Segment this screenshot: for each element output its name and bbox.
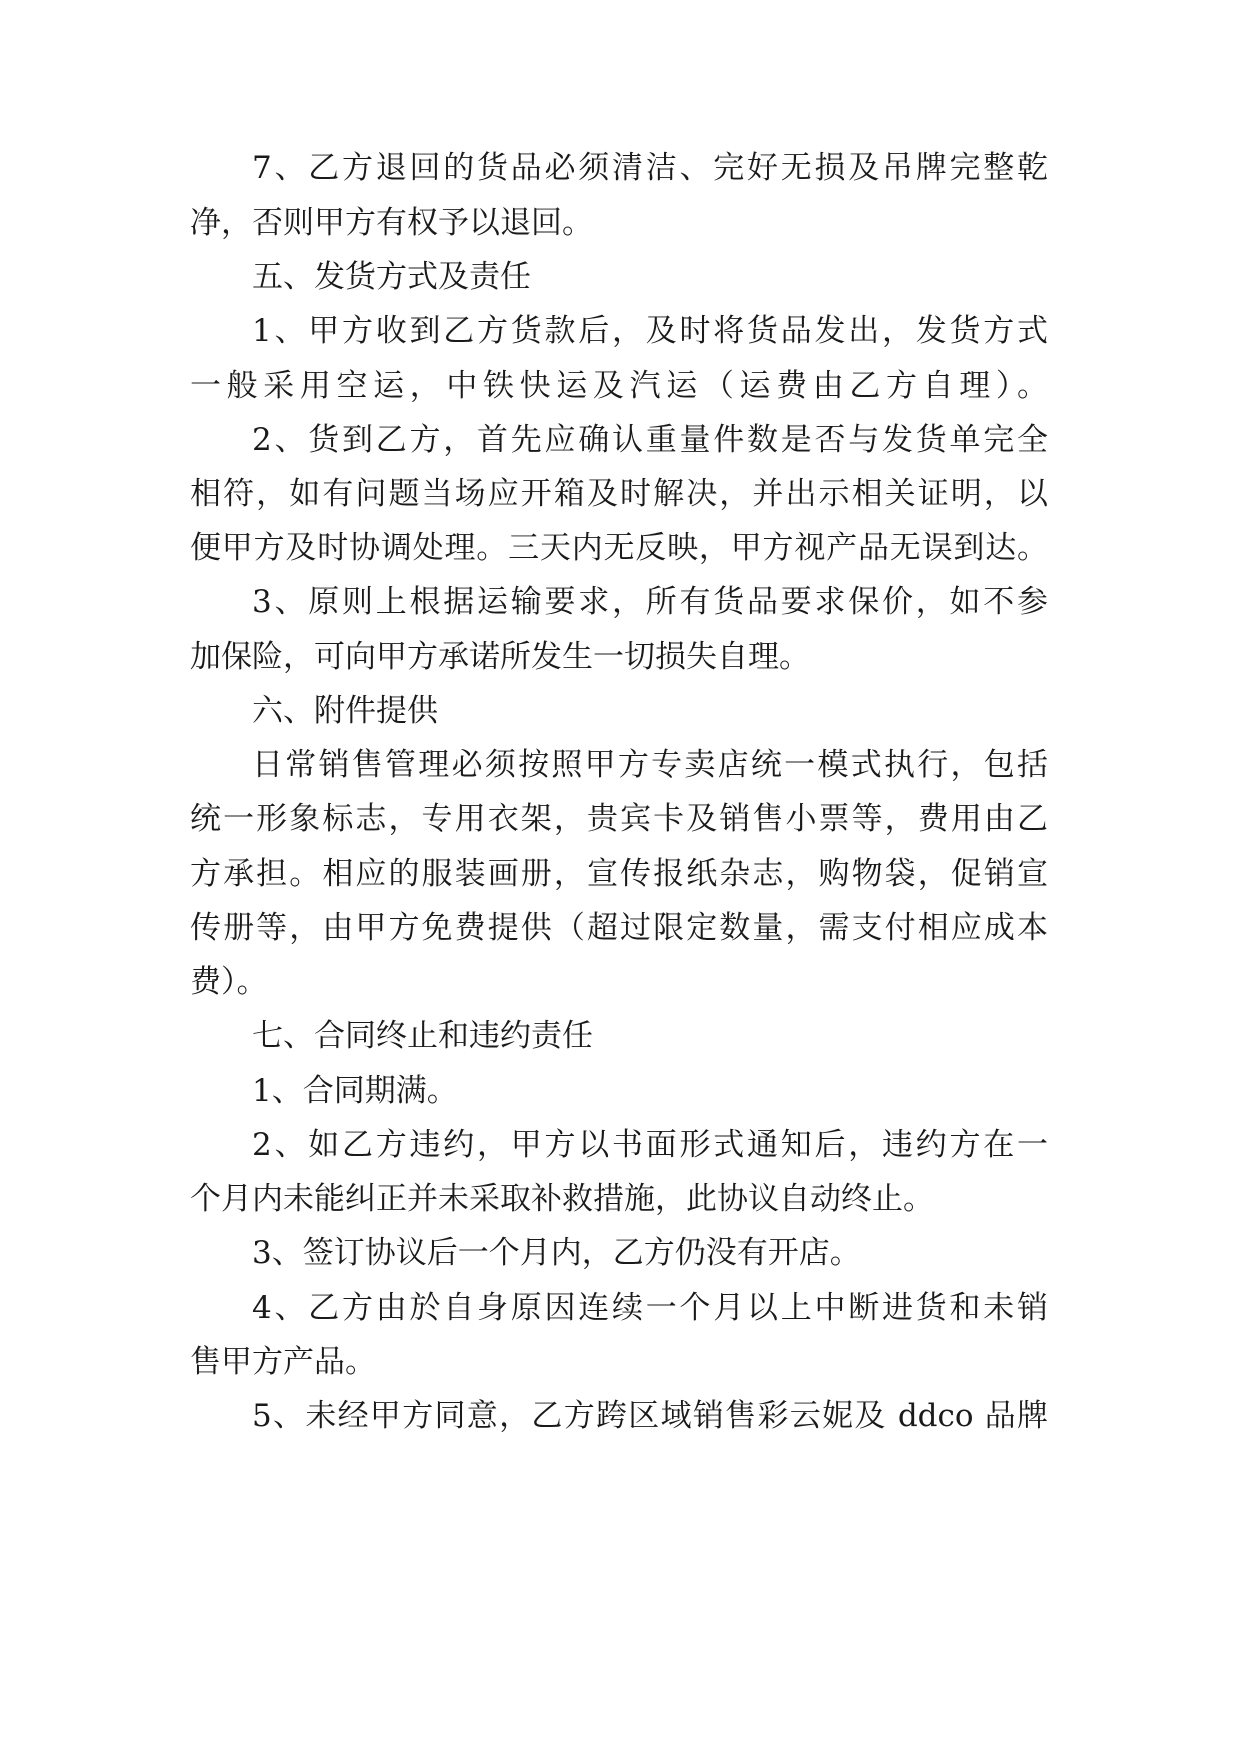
text-line: 7、乙方退回的货品必须清洁、完好无损及吊牌完整乾: [252, 150, 1048, 186]
section-heading: 六、附件提供: [252, 693, 438, 729]
text-line: 净，否则甲方有权予以退回。: [190, 205, 593, 241]
text-line: 个月内未能纠正并未采取补救措施，此协议自动终止。: [190, 1181, 934, 1217]
text-line: 一般采用空运，中铁快运及汽运（运费由乙方自理）。: [190, 368, 1048, 404]
text-line: 加保险，可向甲方承诺所发生一切损失自理。: [190, 639, 810, 675]
section-heading: 五、发货方式及责任: [252, 259, 531, 295]
text-line: 统一形象标志，专用衣架，贵宾卡及销售小票等，费用由乙: [190, 801, 1048, 837]
text-line: 售甲方产品。: [190, 1344, 376, 1380]
section-heading: 七、合同终止和违约责任: [252, 1018, 593, 1054]
text-line: 5、未经甲方同意，乙方跨区域销售彩云妮及 ddco 品牌: [252, 1398, 1048, 1434]
text-line: 相符，如有问题当场应开箱及时解决，并出示相关证明，以: [190, 476, 1048, 512]
text-line: 2、货到乙方，首先应确认重量件数是否与发货单完全: [252, 422, 1048, 458]
text-line: 方承担。相应的服装画册，宣传报纸杂志，购物袋，促销宣: [190, 856, 1048, 892]
text-line: 2、如乙方违约，甲方以书面形式通知后，违约方在一: [252, 1127, 1048, 1163]
text-line: 3、原则上根据运输要求，所有货品要求保价，如不参: [252, 584, 1048, 620]
text-line: 便甲方及时协调处理。三天内无反映，甲方视产品无误到达。: [190, 530, 1048, 566]
text-line: 费）。: [190, 964, 268, 1000]
text-line: 传册等，由甲方免费提供（超过限定数量，需支付相应成本: [190, 910, 1048, 946]
text-line: 1、合同期满。: [252, 1073, 458, 1109]
text-line: 1、甲方收到乙方货款后，及时将货品发出，发货方式: [252, 313, 1048, 349]
text-line: 日常销售管理必须按照甲方专卖店统一模式执行，包括: [252, 747, 1048, 783]
text-line: 3、签订协议后一个月内，乙方仍没有开店。: [252, 1235, 861, 1271]
text-line: 4、乙方由於自身原因连续一个月以上中断进货和未销: [252, 1290, 1048, 1326]
